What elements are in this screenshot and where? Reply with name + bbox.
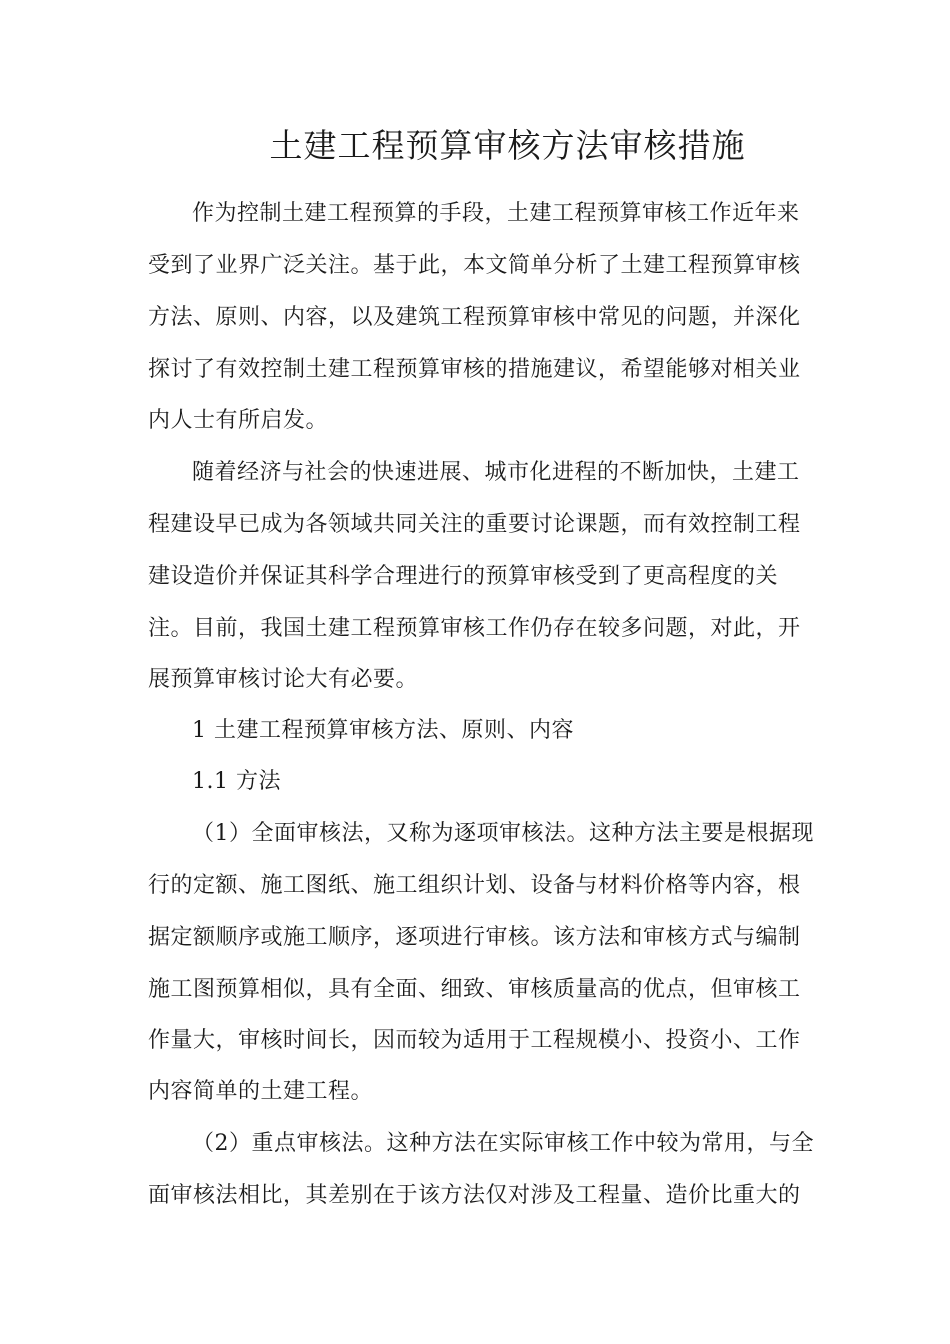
- section-heading: 1 土建工程预算审核方法、原则、内容: [192, 718, 574, 743]
- document-title: 土建工程预算审核方法审核措施: [269, 126, 746, 165]
- paragraph-line: 探讨了有效控制土建工程预算审核的措施建议，希望能够对相关业: [148, 357, 801, 382]
- paragraph-line: 内人士有所启发。: [148, 408, 329, 433]
- paragraph-line: 方法、原则、内容，以及建筑工程预算审核中常见的问题，并深化: [148, 305, 801, 330]
- paragraph-line: 行的定额、施工图纸、施工组织计划、设备与材料价格等内容，根: [148, 873, 801, 898]
- paragraph-line: 程建设早已成为各领域共同关注的重要讨论课题，而有效控制工程: [148, 512, 801, 537]
- paragraph-line: 随着经济与社会的快速进展、城市化进程的不断加快，土建工: [192, 460, 800, 485]
- paragraph-line: 作为控制土建工程预算的手段，土建工程预算审核工作近年来: [192, 201, 800, 226]
- paragraph-line: 注。目前，我国土建工程预算审核工作仍存在较多问题，对此，开: [148, 616, 801, 641]
- paragraph-line: 受到了业界广泛关注。基于此，本文简单分析了土建工程预算审核: [148, 253, 801, 278]
- paragraph-line: 面审核法相比，其差别在于该方法仅对涉及工程量、造价比重大的: [148, 1183, 801, 1208]
- paragraph-line: 展预算审核讨论大有必要。: [148, 667, 419, 692]
- paragraph-line: 作量大，审核时间长，因而较为适用于工程规模小、投资小、工作: [148, 1028, 801, 1053]
- paragraph-line: 建设造价并保证其科学合理进行的预算审核受到了更高程度的关: [148, 564, 779, 589]
- paragraph-line: （2）重点审核法。这种方法在实际审核工作中较为常用，与全: [192, 1131, 814, 1156]
- paragraph-line: 施工图预算相似，具有全面、细致、审核质量高的优点，但审核工: [148, 977, 801, 1002]
- subsection-heading: 1.1 方法: [192, 769, 281, 794]
- paragraph-line: 内容简单的土建工程。: [148, 1079, 374, 1104]
- paragraph-line: 据定额顺序或施工顺序，逐项进行审核。该方法和审核方式与编制: [148, 925, 801, 950]
- paragraph-line: （1）全面审核法，又称为逐项审核法。这种方法主要是根据现: [192, 821, 814, 846]
